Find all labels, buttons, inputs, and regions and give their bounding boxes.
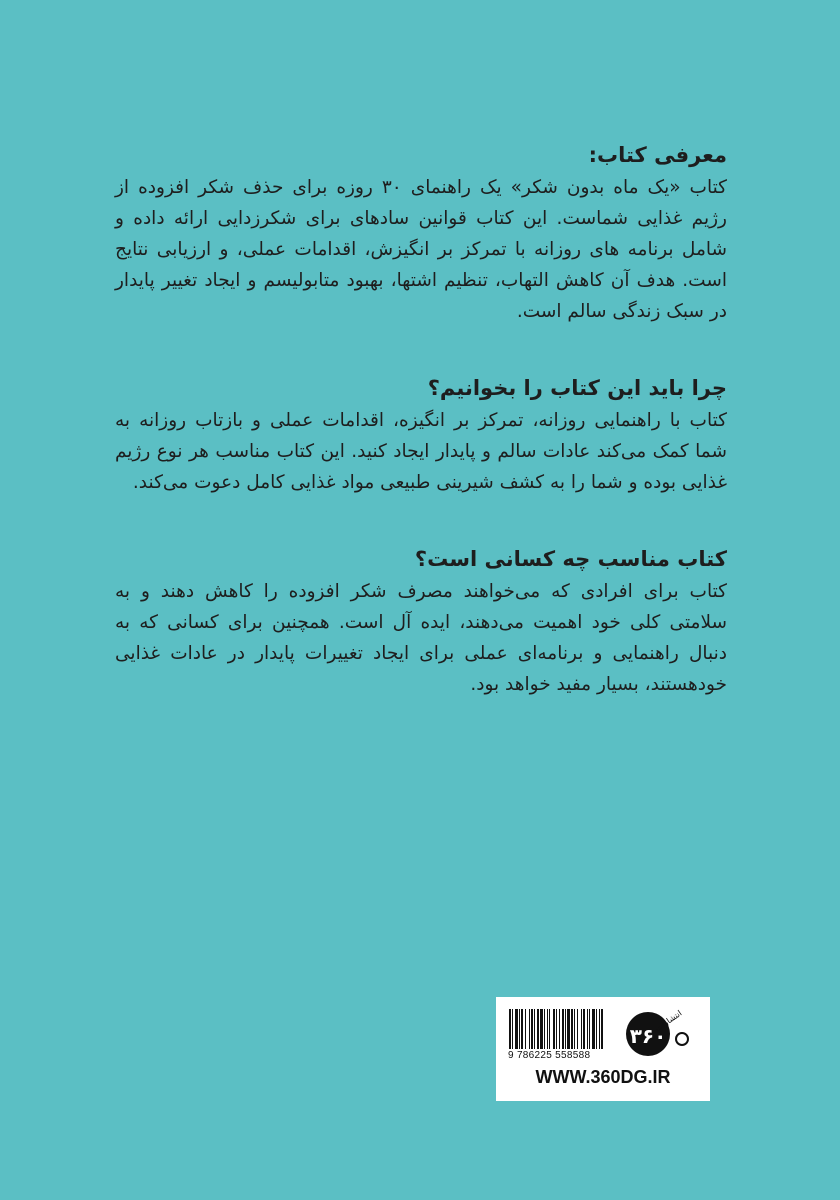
barcode-box bbox=[496, 997, 710, 1101]
barcode-bar bbox=[540, 1009, 543, 1049]
barcode-bar bbox=[519, 1009, 520, 1049]
barcode-bar bbox=[581, 1009, 582, 1049]
barcode-bar bbox=[562, 1009, 564, 1049]
why-read-section bbox=[115, 371, 727, 498]
barcode-bar bbox=[515, 1009, 518, 1049]
book-introduction-section bbox=[115, 138, 727, 327]
barcode-bar bbox=[525, 1009, 526, 1049]
barcode-bar bbox=[592, 1009, 595, 1049]
why-read-text: کتاب با راهنمایی روزانه، تمرکز بر انگیزه، اقدامات عملی و بازتاب روزانه به شما کمک می‌کند عادات سالم و پایدار ایجاد کنید. این کتاب مناسب هر نوع رژیم غذایی بوده و شما را به کشف شیرینی طبیعی مواد غذایی کامل دعوت می‌کند. bbox=[115, 410, 727, 493]
book-introduction-text: کتاب «یک ماه بدون شکر» یک راهنمای ۳۰ روزه برای حذف شکر افزوده از رژیم غذایی شماست. این کتاب قوانین سادهای برای شکرزدایی ارائه داده و شامل برنامه های روزانه با تمرکز بر انگیزش، اقدامات عملی، و ارزیابی نتایج است. هدف آن کاهش التهاب، تنظیم اشتها، بهبود متابولیسم و ایجاد تغییر پایدار در سبک زندگی سالم است. bbox=[115, 177, 727, 322]
barcode-bar bbox=[547, 1009, 548, 1049]
target-audience-text: کتاب برای افرادی که می‌خواهند مصرف شکر افزوده را کاهش دهند و به سلامتی کلی خود اهمیت می‌دهند، ایده آل است. همچنین برای کسانی که به دنبال راهنمایی و برنامه‌ای عملی برای ایجاد تغییرات پایدار در عادات غذایی خودهستند، بسیار مفید خواهد بود. bbox=[115, 581, 727, 695]
target-audience-section bbox=[115, 542, 727, 700]
barcode-bar bbox=[571, 1009, 573, 1049]
barcode-bar bbox=[596, 1009, 597, 1049]
barcode-bar bbox=[512, 1009, 513, 1049]
publisher-logo bbox=[624, 1003, 700, 1065]
barcode-bar bbox=[521, 1009, 523, 1049]
barcode-number: 9 786225 558588 bbox=[508, 1050, 591, 1061]
barcode-image bbox=[508, 1009, 620, 1049]
barcode-bar bbox=[537, 1009, 539, 1049]
publisher-logo-text: انتشارات bbox=[653, 1008, 684, 1034]
book-introduction-heading: معرفی کتاب: bbox=[588, 143, 727, 167]
barcode-bar bbox=[574, 1009, 575, 1049]
barcode-bar bbox=[509, 1009, 511, 1049]
barcode-bar bbox=[601, 1009, 603, 1049]
barcode-bar bbox=[577, 1009, 578, 1049]
publisher-logo-badge bbox=[626, 1009, 688, 1056]
barcode-bar bbox=[531, 1009, 533, 1049]
publisher-website: WWW.360DG.IR bbox=[535, 1067, 671, 1087]
barcode-bar bbox=[534, 1009, 535, 1049]
barcode-bar bbox=[559, 1009, 560, 1049]
barcode-bar bbox=[549, 1009, 550, 1049]
target-audience-heading: کتاب مناسب چه کسانی است؟ bbox=[414, 547, 727, 571]
barcode-bar bbox=[587, 1009, 588, 1049]
barcode-bar bbox=[599, 1009, 600, 1049]
publisher-logo-number: ۳۶۰ bbox=[629, 1024, 667, 1048]
barcode-bar bbox=[583, 1009, 585, 1049]
barcode-bar bbox=[529, 1009, 530, 1049]
barcode-bar bbox=[553, 1009, 555, 1049]
barcode-bar bbox=[556, 1009, 557, 1049]
back-cover-text bbox=[115, 138, 727, 744]
why-read-heading: چرا باید این کتاب را بخوانیم؟ bbox=[427, 376, 727, 400]
barcode-bar bbox=[589, 1009, 590, 1049]
barcode-bar bbox=[565, 1009, 566, 1049]
barcode-bar bbox=[544, 1009, 545, 1049]
barcode-bar bbox=[567, 1009, 570, 1049]
